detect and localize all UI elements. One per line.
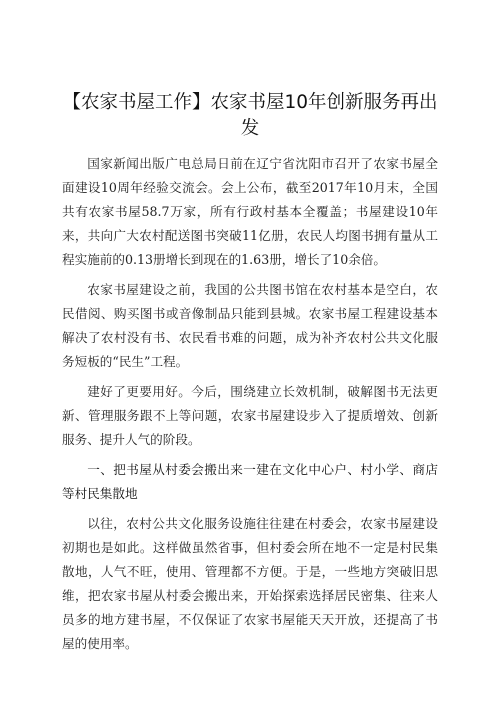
document-title: 【农家书屋工作】农家书屋10年创新服务再出发 — [62, 92, 438, 139]
paragraph-section-1: 以往，农村公共文化服务设施往往建在村委会，农家书屋建设初期也是如此。这样做虽然省事，但村委会所在地不一定是村民集散地，人气不旺，使用、管理都不方便。于是，一些地方突破旧思维，把农家书屋从村委会搬出来，开始探索选择居民密集、往来人员多的地方建书屋，不仅保证了农家书屋能天天开放，还提高了书屋的使用率。 — [62, 516, 438, 651]
paragraph-outlook: 建好了更要用好。今后，围绕建立长效机制，破解图书无法更新、管理服务跟不上等问题，农家书屋建设步入了提质增效、创新服务、提升人气的阶段。 — [62, 384, 438, 447]
paragraph-background: 农家书屋建设之前，我国的公共图书馆在农村基本是空白，农民借阅、购买图书或音像制品只能到县城。农家书屋工程建设基本解决了农村没有书、农民看书难的问题，成为补齐农村公共文化服务短板的“民生”工程。 — [62, 282, 438, 369]
document-body — [62, 152, 438, 662]
section-heading: 一、把书屋从村委会搬出来一建在文化中心户、村小学、商店等村民集散地 — [62, 462, 438, 501]
paragraph-intro: 国家新闻出版广电总局日前在辽宁省沈阳市召开了农家书屋全面建设10周年经验交流会。会上公布，截至2017年10月末，全国共有农家书屋58.7万家，所有行政村基本全覆盖；书屋建设10年来，共向广大农村配送图书突破11亿册，农民人均图书拥有量从工程实施前的0.13册增长到现在的1.63册，增长了10余倍。 — [62, 156, 438, 267]
